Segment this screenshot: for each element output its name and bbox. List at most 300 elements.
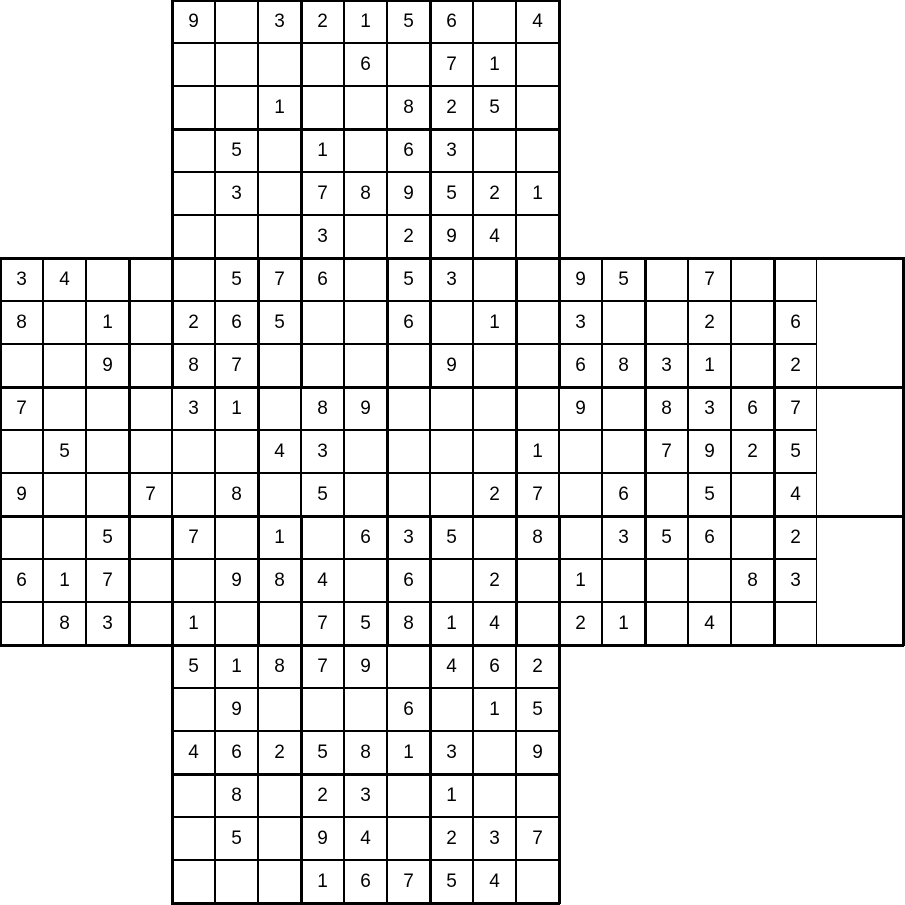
sudoku-cell-r19-c9[interactable]	[387, 817, 430, 860]
sudoku-cell-r17-c12[interactable]: 9	[516, 731, 559, 774]
sudoku-cell-r11-c11[interactable]: 2	[473, 473, 516, 516]
sudoku-cell-r8-c13[interactable]: 6	[559, 344, 602, 387]
sudoku-cell-r18-c9[interactable]	[387, 774, 430, 817]
sudoku-cell-r6-c8[interactable]	[344, 258, 387, 301]
sudoku-cell-r5-c6[interactable]	[258, 215, 301, 258]
sudoku-cell-r7-c11[interactable]: 1	[473, 301, 516, 344]
sudoku-cell-r18-c7[interactable]: 2	[301, 774, 344, 817]
sudoku-cell-r4-c11[interactable]: 2	[473, 172, 516, 215]
sudoku-cell-r4-c6[interactable]	[258, 172, 301, 215]
sudoku-cell-r2-c5[interactable]	[215, 86, 258, 129]
top-grid-vline	[429, 0, 432, 388]
sudoku-cell-r14-c5[interactable]	[215, 602, 258, 645]
sudoku-cell-r10-c8[interactable]	[344, 430, 387, 473]
sudoku-cell-r10-c6[interactable]: 4	[258, 430, 301, 473]
sudoku-cell-r11-c5[interactable]: 8	[215, 473, 258, 516]
sudoku-cell-r9-c14[interactable]	[602, 387, 645, 430]
sudoku-cell-r5-c11[interactable]: 4	[473, 215, 516, 258]
sudoku-cell-r13-c2[interactable]: 7	[86, 559, 129, 602]
sudoku-cell-r11-c7[interactable]: 5	[301, 473, 344, 516]
sudoku-cell-r14-c17[interactable]	[731, 602, 774, 645]
sudoku-cell-r19-c8[interactable]: 4	[344, 817, 387, 860]
sudoku-cell-r12-c0[interactable]	[0, 516, 43, 559]
top-grid-vline	[300, 0, 303, 388]
sudoku-cell-r6-c6[interactable]: 7	[258, 258, 301, 301]
bottom-grid-hline	[171, 644, 560, 647]
sudoku-cell-r6-c18[interactable]	[774, 258, 817, 301]
sudoku-cell-r10-c9[interactable]	[387, 430, 430, 473]
sudoku-cell-r7-c10[interactable]	[430, 301, 473, 344]
sudoku-cell-r2-c6[interactable]: 1	[258, 86, 301, 129]
sudoku-cell-r0-c10[interactable]: 6	[430, 0, 473, 43]
sudoku-cell-r13-c13[interactable]: 1	[559, 559, 602, 602]
sudoku-cell-r3-c7[interactable]: 1	[301, 129, 344, 172]
sudoku-cell-r10-c10[interactable]	[430, 430, 473, 473]
sudoku-cell-r7-c18[interactable]: 6	[774, 301, 817, 344]
sudoku-cell-r19-c5[interactable]: 5	[215, 817, 258, 860]
top-grid-vline	[558, 0, 561, 388]
sudoku-cell-r11-c1[interactable]	[43, 473, 86, 516]
sudoku-cell-r14-c15[interactable]	[645, 602, 688, 645]
sudoku-cell-r7-c14[interactable]	[602, 301, 645, 344]
sudoku-cell-r1-c5[interactable]	[215, 43, 258, 86]
sudoku-cell-r15-c10[interactable]: 4	[430, 645, 473, 688]
sudoku-cell-r10-c2[interactable]	[86, 430, 129, 473]
sudoku-cell-r18-c10[interactable]: 1	[430, 774, 473, 817]
sudoku-cell-r5-c8[interactable]	[344, 215, 387, 258]
sudoku-cell-r11-c9[interactable]	[387, 473, 430, 516]
sudoku-cell-r17-c6[interactable]: 2	[258, 731, 301, 774]
sudoku-cell-r13-c11[interactable]: 2	[473, 559, 516, 602]
sudoku-cell-r12-c6[interactable]: 1	[258, 516, 301, 559]
sudoku-cell-r17-c10[interactable]: 3	[430, 731, 473, 774]
sudoku-cell-r12-c12[interactable]: 8	[516, 516, 559, 559]
sudoku-cell-r5-c9[interactable]: 2	[387, 215, 430, 258]
sudoku-cell-r19-c4[interactable]	[172, 817, 215, 860]
sudoku-cell-r8-c12[interactable]	[516, 344, 559, 387]
sudoku-cell-r11-c8[interactable]	[344, 473, 387, 516]
sudoku-cell-r8-c8[interactable]	[344, 344, 387, 387]
sudoku-cell-r17-c11[interactable]	[473, 731, 516, 774]
sudoku-cell-r2-c7[interactable]	[301, 86, 344, 129]
sudoku-cell-r15-c5[interactable]: 1	[215, 645, 258, 688]
sudoku-cell-r14-c9[interactable]: 8	[387, 602, 430, 645]
sudoku-cell-r6-c2[interactable]	[86, 258, 129, 301]
sudoku-cell-r15-c9[interactable]	[387, 645, 430, 688]
sudoku-cell-r3-c4[interactable]	[172, 129, 215, 172]
sudoku-cell-r12-c14[interactable]: 3	[602, 516, 645, 559]
sudoku-cell-r9-c15[interactable]: 8	[645, 387, 688, 430]
sudoku-cell-r5-c4[interactable]	[172, 215, 215, 258]
sudoku-cell-r11-c10[interactable]	[430, 473, 473, 516]
sudoku-cell-r19-c6[interactable]	[258, 817, 301, 860]
sudoku-cell-r11-c15[interactable]	[645, 473, 688, 516]
sudoku-cell-r14-c4[interactable]: 1	[172, 602, 215, 645]
sudoku-cell-r1-c4[interactable]	[172, 43, 215, 86]
sudoku-cell-r16-c12[interactable]: 5	[516, 688, 559, 731]
sudoku-cell-r9-c7[interactable]: 8	[301, 387, 344, 430]
sudoku-cell-r8-c0[interactable]	[0, 344, 43, 387]
sudoku-cell-r14-c14[interactable]: 1	[602, 602, 645, 645]
sudoku-cell-r13-c6[interactable]: 8	[258, 559, 301, 602]
sudoku-cell-r10-c11[interactable]	[473, 430, 516, 473]
sudoku-cell-r4-c9[interactable]: 9	[387, 172, 430, 215]
right-grid-vline	[644, 257, 647, 646]
sudoku-cell-r17-c7[interactable]: 5	[301, 731, 344, 774]
bottom-grid-vline	[171, 515, 174, 904]
sudoku-cell-r9-c2[interactable]	[86, 387, 129, 430]
sudoku-cell-r9-c9[interactable]	[387, 387, 430, 430]
sudoku-cell-r12-c8[interactable]: 6	[344, 516, 387, 559]
sudoku-cell-r4-c7[interactable]: 7	[301, 172, 344, 215]
sudoku-cell-r4-c5[interactable]: 3	[215, 172, 258, 215]
right-grid-hline	[515, 644, 904, 647]
sudoku-cell-r11-c14[interactable]: 6	[602, 473, 645, 516]
sudoku-cell-r9-c8[interactable]: 9	[344, 387, 387, 430]
sudoku-cell-r12-c17[interactable]	[731, 516, 774, 559]
sudoku-cell-r11-c3[interactable]: 7	[129, 473, 172, 516]
sudoku-cell-r12-c7[interactable]	[301, 516, 344, 559]
sudoku-cell-r14-c3[interactable]	[129, 602, 172, 645]
sudoku-cell-r8-c7[interactable]	[301, 344, 344, 387]
sudoku-cell-r8-c10[interactable]: 9	[430, 344, 473, 387]
sudoku-cell-r9-c18[interactable]: 7	[774, 387, 817, 430]
sudoku-cell-r8-c14[interactable]: 8	[602, 344, 645, 387]
sudoku-cell-r8-c5[interactable]: 7	[215, 344, 258, 387]
sudoku-cell-r6-c12[interactable]	[516, 258, 559, 301]
sudoku-cell-r3-c11[interactable]	[473, 129, 516, 172]
sudoku-cell-r13-c3[interactable]	[129, 559, 172, 602]
sudoku-cell-r6-c16[interactable]: 7	[688, 258, 731, 301]
sudoku-cell-r7-c3[interactable]	[129, 301, 172, 344]
sudoku-cell-r7-c16[interactable]: 2	[688, 301, 731, 344]
sudoku-cell-r12-c15[interactable]: 5	[645, 516, 688, 559]
sudoku-cell-r14-c2[interactable]: 3	[86, 602, 129, 645]
right-grid-hline	[515, 515, 904, 518]
sudoku-cell-r14-c7[interactable]: 7	[301, 602, 344, 645]
sudoku-cell-r6-c15[interactable]	[645, 258, 688, 301]
sudoku-cell-r10-c18[interactable]: 5	[774, 430, 817, 473]
sudoku-cell-r11-c16[interactable]: 5	[688, 473, 731, 516]
sudoku-cell-r9-c16[interactable]: 3	[688, 387, 731, 430]
sudoku-cell-r10-c15[interactable]: 7	[645, 430, 688, 473]
sudoku-cell-r9-c12[interactable]	[516, 387, 559, 430]
sudoku-cell-r7-c8[interactable]	[344, 301, 387, 344]
sudoku-cell-r7-c5[interactable]: 6	[215, 301, 258, 344]
sudoku-cell-r4-c10[interactable]: 5	[430, 172, 473, 215]
sudoku-cell-r6-c3[interactable]	[129, 258, 172, 301]
sudoku-cell-r14-c11[interactable]: 4	[473, 602, 516, 645]
sudoku-cell-r0-c8[interactable]: 1	[344, 0, 387, 43]
sudoku-cell-r20-c7[interactable]: 1	[301, 860, 344, 903]
sudoku-cell-r20-c6[interactable]	[258, 860, 301, 903]
sudoku-cell-r1-c10[interactable]: 7	[430, 43, 473, 86]
sudoku-cell-r14-c8[interactable]: 5	[344, 602, 387, 645]
sudoku-cell-r15-c8[interactable]: 9	[344, 645, 387, 688]
sudoku-cell-r13-c4[interactable]	[172, 559, 215, 602]
sudoku-cell-r18-c6[interactable]	[258, 774, 301, 817]
sudoku-cell-r14-c10[interactable]: 1	[430, 602, 473, 645]
sudoku-cell-r16-c7[interactable]	[301, 688, 344, 731]
sudoku-cell-r10-c1[interactable]: 5	[43, 430, 86, 473]
sudoku-cell-r9-c3[interactable]	[129, 387, 172, 430]
sudoku-cell-r17-c9[interactable]: 1	[387, 731, 430, 774]
sudoku-cell-r7-c15[interactable]	[645, 301, 688, 344]
sudoku-cell-r15-c6[interactable]: 8	[258, 645, 301, 688]
sudoku-cell-r2-c12[interactable]	[516, 86, 559, 129]
sudoku-cell-r16-c10[interactable]	[430, 688, 473, 731]
sudoku-cell-r12-c11[interactable]	[473, 516, 516, 559]
sudoku-cell-r15-c7[interactable]: 7	[301, 645, 344, 688]
sudoku-cell-r10-c5[interactable]	[215, 430, 258, 473]
sudoku-cell-r12-c16[interactable]: 6	[688, 516, 731, 559]
sudoku-cell-r8-c15[interactable]: 3	[645, 344, 688, 387]
sudoku-cell-r11-c12[interactable]: 7	[516, 473, 559, 516]
bottom-grid-vline	[558, 515, 561, 904]
sudoku-cell-r3-c6[interactable]	[258, 129, 301, 172]
sudoku-cell-r19-c7[interactable]: 9	[301, 817, 344, 860]
sudoku-cell-r14-c1[interactable]: 8	[43, 602, 86, 645]
sudoku-cell-r9-c6[interactable]	[258, 387, 301, 430]
sudoku-cell-r20-c12[interactable]	[516, 860, 559, 903]
bottom-grid-vline	[429, 515, 432, 904]
sudoku-cell-r20-c4[interactable]	[172, 860, 215, 903]
sudoku-cell-r0-c11[interactable]	[473, 0, 516, 43]
sudoku-cell-r19-c10[interactable]: 2	[430, 817, 473, 860]
sudoku-cell-r4-c12[interactable]: 1	[516, 172, 559, 215]
sudoku-cell-r2-c4[interactable]	[172, 86, 215, 129]
right-grid-hline	[515, 386, 904, 389]
right-grid-vline	[773, 257, 776, 646]
sudoku-cell-r11-c17[interactable]	[731, 473, 774, 516]
sudoku-cell-r13-c9[interactable]: 6	[387, 559, 430, 602]
sudoku-cell-r0-c9[interactable]: 5	[387, 0, 430, 43]
sudoku-cell-r1-c8[interactable]: 6	[344, 43, 387, 86]
sudoku-cell-r0-c6[interactable]: 3	[258, 0, 301, 43]
sudoku-cell-r13-c18[interactable]: 3	[774, 559, 817, 602]
top-grid-vline	[171, 0, 174, 388]
sudoku-cell-r10-c0[interactable]	[0, 430, 43, 473]
sudoku-cell-r10-c16[interactable]: 9	[688, 430, 731, 473]
sudoku-cell-r8-c2[interactable]: 9	[86, 344, 129, 387]
sudoku-cell-r10-c13[interactable]	[559, 430, 602, 473]
sudoku-cell-r9-c17[interactable]: 6	[731, 387, 774, 430]
sudoku-cell-r12-c18[interactable]: 2	[774, 516, 817, 559]
sudoku-cell-r18-c8[interactable]: 3	[344, 774, 387, 817]
sudoku-cell-r14-c12[interactable]	[516, 602, 559, 645]
sudoku-cell-r1-c6[interactable]	[258, 43, 301, 86]
sudoku-cell-r11-c4[interactable]	[172, 473, 215, 516]
sudoku-cell-r7-c4[interactable]: 2	[172, 301, 215, 344]
sudoku-cell-r7-c6[interactable]: 5	[258, 301, 301, 344]
sudoku-cell-r1-c12[interactable]	[516, 43, 559, 86]
sudoku-cell-r11-c0[interactable]: 9	[0, 473, 43, 516]
sudoku-cell-r12-c1[interactable]	[43, 516, 86, 559]
sudoku-cell-r0-c12[interactable]: 4	[516, 0, 559, 43]
sudoku-cell-r8-c3[interactable]	[129, 344, 172, 387]
sudoku-cell-r19-c11[interactable]: 3	[473, 817, 516, 860]
sudoku-cell-r6-c5[interactable]: 5	[215, 258, 258, 301]
sudoku-cell-r1-c9[interactable]	[387, 43, 430, 86]
sudoku-cell-r3-c12[interactable]	[516, 129, 559, 172]
sudoku-cell-r13-c1[interactable]: 1	[43, 559, 86, 602]
sudoku-cell-r8-c18[interactable]: 2	[774, 344, 817, 387]
sudoku-cell-r8-c6[interactable]	[258, 344, 301, 387]
sudoku-cell-r18-c4[interactable]	[172, 774, 215, 817]
sudoku-cell-r11-c13[interactable]	[559, 473, 602, 516]
sudoku-cell-r13-c5[interactable]: 9	[215, 559, 258, 602]
sudoku-cell-r3-c10[interactable]: 3	[430, 129, 473, 172]
sudoku-cell-r20-c11[interactable]: 4	[473, 860, 516, 903]
sudoku-cell-r12-c2[interactable]: 5	[86, 516, 129, 559]
sudoku-cell-r19-c12[interactable]: 7	[516, 817, 559, 860]
sudoku-cell-r1-c7[interactable]	[301, 43, 344, 86]
sudoku-cell-r11-c6[interactable]	[258, 473, 301, 516]
sudoku-cell-r7-c0[interactable]: 8	[0, 301, 43, 344]
sudoku-cell-r5-c10[interactable]: 9	[430, 215, 473, 258]
sudoku-cell-r7-c7[interactable]	[301, 301, 344, 344]
sudoku-cell-r13-c8[interactable]	[344, 559, 387, 602]
sudoku-cell-r0-c4[interactable]: 9	[172, 0, 215, 43]
sudoku-cell-r20-c9[interactable]: 7	[387, 860, 430, 903]
sudoku-cell-r14-c13[interactable]: 2	[559, 602, 602, 645]
sudoku-cell-r3-c5[interactable]: 5	[215, 129, 258, 172]
sudoku-cell-r10-c7[interactable]: 3	[301, 430, 344, 473]
sudoku-cell-r9-c5[interactable]: 1	[215, 387, 258, 430]
sudoku-cell-r3-c9[interactable]: 6	[387, 129, 430, 172]
center-grid-vline	[386, 257, 389, 646]
sudoku-cell-r6-c13[interactable]: 9	[559, 258, 602, 301]
sudoku-cell-r11-c2[interactable]	[86, 473, 129, 516]
sudoku-cell-r8-c16[interactable]: 1	[688, 344, 731, 387]
top-grid-hline	[171, 128, 560, 131]
sudoku-cell-r6-c10[interactable]: 3	[430, 258, 473, 301]
sudoku-cell-r18-c12[interactable]	[516, 774, 559, 817]
sudoku-cell-r20-c8[interactable]: 6	[344, 860, 387, 903]
sudoku-cell-r10-c4[interactable]	[172, 430, 215, 473]
sudoku-cell-r9-c10[interactable]	[430, 387, 473, 430]
sudoku-cell-r2-c11[interactable]: 5	[473, 86, 516, 129]
sudoku-cell-r18-c11[interactable]	[473, 774, 516, 817]
sudoku-cell-r9-c11[interactable]	[473, 387, 516, 430]
sudoku-cell-r13-c14[interactable]	[602, 559, 645, 602]
sudoku-cell-r0-c7[interactable]: 2	[301, 0, 344, 43]
sudoku-cell-r17-c5[interactable]: 6	[215, 731, 258, 774]
sudoku-cell-r4-c8[interactable]: 8	[344, 172, 387, 215]
sudoku-cell-r15-c12[interactable]: 2	[516, 645, 559, 688]
sudoku-cell-r7-c1[interactable]	[43, 301, 86, 344]
sudoku-cell-r0-c5[interactable]	[215, 0, 258, 43]
sudoku-cell-r15-c11[interactable]: 6	[473, 645, 516, 688]
sudoku-cell-r16-c6[interactable]	[258, 688, 301, 731]
left-grid-vline	[0, 257, 2, 646]
sudoku-cell-r13-c17[interactable]: 8	[731, 559, 774, 602]
sudoku-cell-r20-c10[interactable]: 5	[430, 860, 473, 903]
sudoku-cell-r8-c11[interactable]	[473, 344, 516, 387]
sudoku-cell-r13-c12[interactable]	[516, 559, 559, 602]
sudoku-cell-r2-c8[interactable]	[344, 86, 387, 129]
sudoku-cell-r13-c7[interactable]: 4	[301, 559, 344, 602]
sudoku-cell-r17-c8[interactable]: 8	[344, 731, 387, 774]
sudoku-cell-r5-c5[interactable]	[215, 215, 258, 258]
sudoku-cell-r7-c13[interactable]: 3	[559, 301, 602, 344]
sudoku-cell-r6-c9[interactable]: 5	[387, 258, 430, 301]
sudoku-cell-r7-c17[interactable]	[731, 301, 774, 344]
sudoku-cell-r15-c4[interactable]: 5	[172, 645, 215, 688]
sudoku-cell-r10-c12[interactable]: 1	[516, 430, 559, 473]
sudoku-cell-r9-c1[interactable]	[43, 387, 86, 430]
sudoku-cell-r9-c13[interactable]: 9	[559, 387, 602, 430]
sudoku-cell-r6-c4[interactable]	[172, 258, 215, 301]
sudoku-cell-r8-c17[interactable]	[731, 344, 774, 387]
right-grid-hline	[515, 257, 904, 260]
sudoku-cell-r14-c0[interactable]	[0, 602, 43, 645]
sudoku-cell-r14-c16[interactable]: 4	[688, 602, 731, 645]
top-grid-hline	[171, 0, 560, 2]
sudoku-cell-r10-c17[interactable]: 2	[731, 430, 774, 473]
sudoku-cell-r10-c3[interactable]	[129, 430, 172, 473]
sudoku-cell-r6-c1[interactable]: 4	[43, 258, 86, 301]
sudoku-cell-r6-c7[interactable]: 6	[301, 258, 344, 301]
sudoku-cell-r6-c0[interactable]: 3	[0, 258, 43, 301]
sudoku-cell-r12-c13[interactable]	[559, 516, 602, 559]
sudoku-cell-r14-c18[interactable]	[774, 602, 817, 645]
sudoku-cell-r18-c5[interactable]: 8	[215, 774, 258, 817]
sudoku-cell-r13-c0[interactable]: 6	[0, 559, 43, 602]
sudoku-cell-r5-c7[interactable]: 3	[301, 215, 344, 258]
sudoku-cell-r6-c11[interactable]	[473, 258, 516, 301]
sudoku-cell-r16-c4[interactable]	[172, 688, 215, 731]
sudoku-cell-r2-c9[interactable]: 8	[387, 86, 430, 129]
sudoku-cell-r12-c9[interactable]: 3	[387, 516, 430, 559]
center-grid-vline	[257, 257, 260, 646]
sudoku-cell-r3-c8[interactable]	[344, 129, 387, 172]
sudoku-cell-r4-c4[interactable]	[172, 172, 215, 215]
sudoku-cell-r8-c1[interactable]	[43, 344, 86, 387]
sudoku-cell-r8-c9[interactable]	[387, 344, 430, 387]
sudoku-cell-r7-c2[interactable]: 1	[86, 301, 129, 344]
sudoku-cell-r16-c11[interactable]: 1	[473, 688, 516, 731]
sudoku-cell-r6-c14[interactable]: 5	[602, 258, 645, 301]
sudoku-cell-r12-c5[interactable]	[215, 516, 258, 559]
sudoku-cell-r12-c4[interactable]: 7	[172, 516, 215, 559]
sudoku-cell-r11-c18[interactable]: 4	[774, 473, 817, 516]
sudoku-cell-r10-c14[interactable]	[602, 430, 645, 473]
left-grid-vline	[128, 257, 131, 646]
sudoku-cell-r13-c15[interactable]	[645, 559, 688, 602]
sudoku-cell-r9-c4[interactable]: 3	[172, 387, 215, 430]
sudoku-cell-r16-c9[interactable]: 6	[387, 688, 430, 731]
sudoku-cell-r13-c10[interactable]	[430, 559, 473, 602]
sudoku-cell-r2-c10[interactable]: 2	[430, 86, 473, 129]
sudoku-cell-r13-c16[interactable]	[688, 559, 731, 602]
sudoku-cell-r5-c12[interactable]	[516, 215, 559, 258]
sudoku-cell-r1-c11[interactable]: 1	[473, 43, 516, 86]
sudoku-cell-r9-c0[interactable]: 7	[0, 387, 43, 430]
sudoku-cell-r17-c4[interactable]: 4	[172, 731, 215, 774]
sudoku-cell-r12-c10[interactable]: 5	[430, 516, 473, 559]
sudoku-cell-r7-c9[interactable]: 6	[387, 301, 430, 344]
bottom-grid-vline	[300, 515, 303, 904]
sudoku-cell-r7-c12[interactable]	[516, 301, 559, 344]
sudoku-cell-r8-c4[interactable]: 8	[172, 344, 215, 387]
sudoku-cell-r14-c6[interactable]	[258, 602, 301, 645]
sudoku-cell-r12-c3[interactable]	[129, 516, 172, 559]
sudoku-cell-r16-c8[interactable]	[344, 688, 387, 731]
sudoku-cell-r20-c5[interactable]	[215, 860, 258, 903]
sudoku-cell-r16-c5[interactable]: 9	[215, 688, 258, 731]
sudoku-cell-r6-c17[interactable]	[731, 258, 774, 301]
